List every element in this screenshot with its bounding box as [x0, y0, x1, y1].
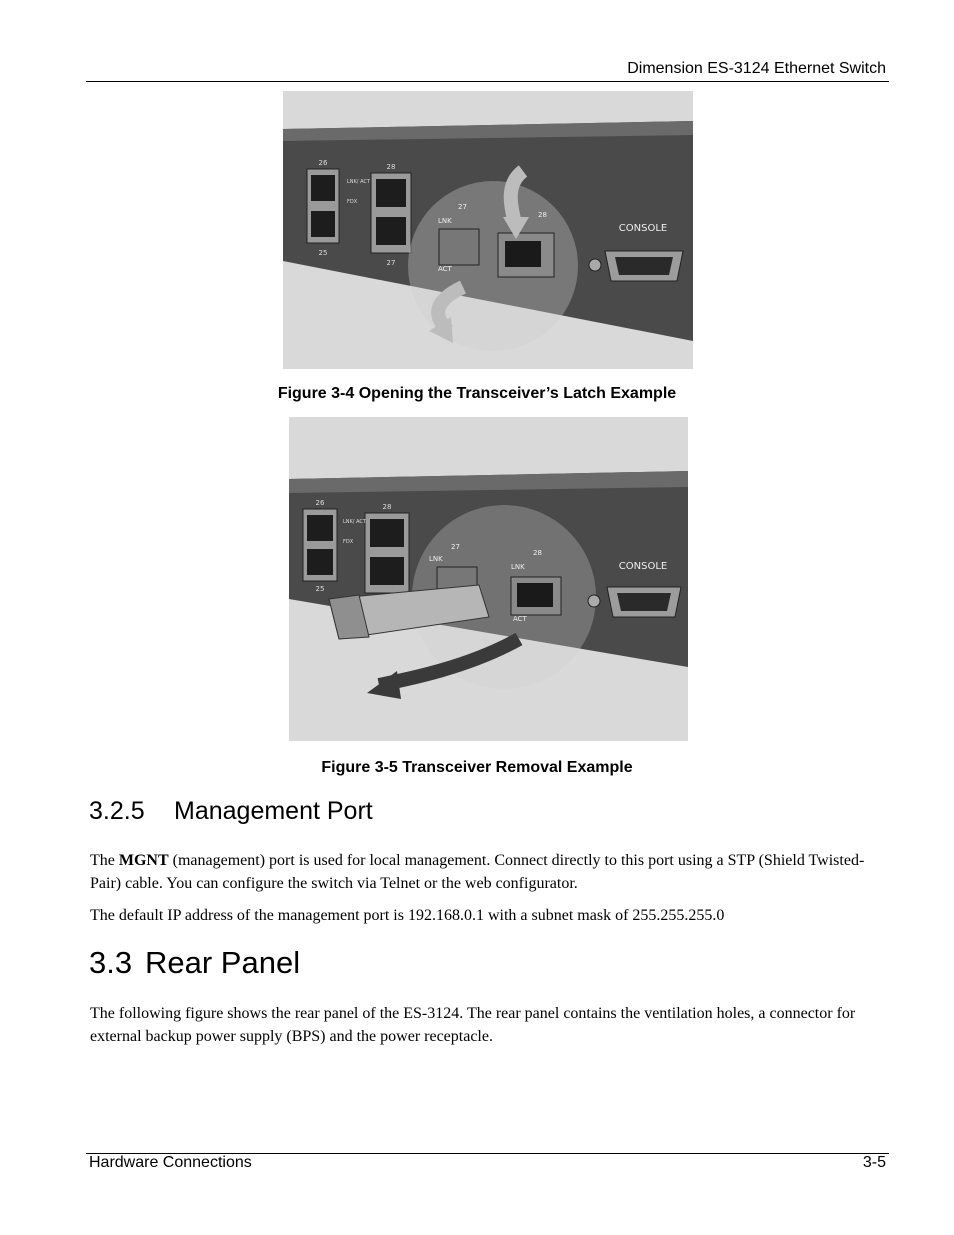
slot-28-label: 28 — [538, 211, 547, 219]
header-rule — [86, 81, 889, 82]
port-28-label: 28 — [386, 163, 396, 171]
port-28-label-2: 28 — [382, 503, 392, 511]
port-26-label: 26 — [318, 159, 328, 167]
led-label-a-2: LNK/ ACT — [343, 519, 366, 525]
slot-27-label-2: 27 — [451, 543, 460, 551]
lnk-label-left: LNK — [429, 555, 443, 563]
lnk-label: LNK — [438, 217, 452, 225]
led-label-b: FDX — [347, 199, 358, 205]
port-27-label: 27 — [386, 259, 396, 267]
console-label-2: CONSOLE — [618, 561, 668, 572]
figure-removal-photo — [289, 417, 688, 741]
figure-latch-photo — [283, 91, 693, 369]
section-number: 3.3 — [89, 945, 133, 980]
section-title: Rear Panel — [145, 945, 301, 980]
para-text: (management) port is used for local management. Connect directly to this port using a STP (Shield Twisted-Pair) cable. You can configure the switch via Telnet or the web configurator. — [90, 852, 865, 892]
led-label-a: LNK/ ACT — [347, 179, 370, 185]
para-text: The — [90, 852, 119, 869]
figure-3-5-caption: Figure 3-5 Transceiver Removal Example — [321, 759, 633, 776]
section-number: 3.2.5 — [89, 797, 145, 825]
running-header: Dimension ES-3124 Ethernet Switch — [627, 60, 886, 77]
footer-chapter: Hardware Connections — [89, 1154, 252, 1171]
act-label-2: ACT — [513, 615, 527, 623]
paragraph-default-ip: The default IP address of the management port is 192.168.0.1 with a subnet mask of 255.255.255.0 — [90, 907, 725, 924]
slot-27-label: 27 — [458, 203, 467, 211]
port-25-label: 25 — [318, 249, 328, 257]
footer-page-number: 3-5 — [862, 1154, 886, 1171]
section-heading-325 — [89, 797, 373, 826]
slot-28-label-2: 28 — [533, 549, 542, 557]
lnk-label-right: LNK — [511, 563, 525, 571]
act-label: ACT — [438, 265, 452, 273]
paragraph-mgnt — [90, 849, 890, 895]
section-title: Management Port — [174, 797, 373, 825]
paragraph-rear-panel: The following figure shows the rear panel of the ES-3124. The rear panel contains the ventilation holes, a connector for external backup power supply (BPS) and the power receptacle. — [90, 1005, 856, 1045]
section-heading-33 — [89, 945, 300, 981]
figure-3-4-caption: Figure 3-4 Opening the Transceiver’s Latch Example — [277, 385, 677, 402]
removal-photo-illustration — [289, 417, 688, 741]
led-label-b-2: FDX — [343, 539, 354, 545]
latch-photo-illustration — [283, 91, 693, 369]
port-26-label-2: 26 — [315, 499, 325, 507]
console-label: CONSOLE — [618, 223, 668, 234]
port-25-label-2: 25 — [315, 585, 325, 593]
para-bold-term: MGNT — [118, 852, 169, 869]
